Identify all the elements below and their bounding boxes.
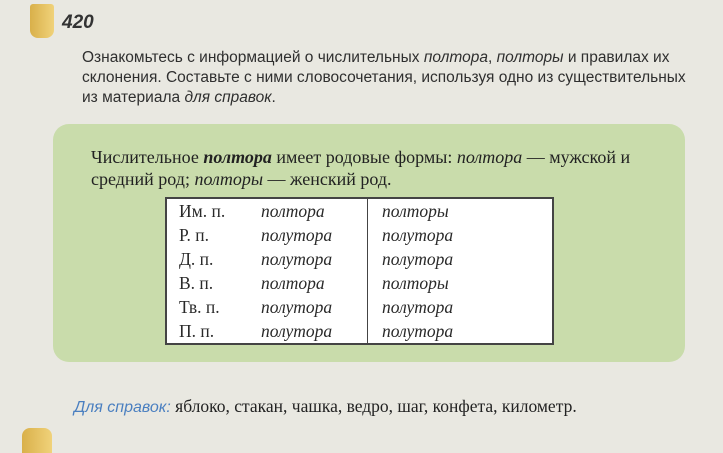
form-masc-cell: полутора <box>251 223 368 247</box>
form-masc-cell: полутора <box>251 247 368 271</box>
bookmark-ribbon-icon <box>30 4 54 38</box>
rule-panel <box>53 124 685 362</box>
table-row <box>166 271 553 295</box>
form-masc-cell: полутора <box>251 295 368 319</box>
reference-line <box>74 396 577 417</box>
declension-table <box>165 197 554 345</box>
case-cell: Д. п. <box>179 249 214 269</box>
task-word: полторы <box>496 49 564 66</box>
form-fem-cell: полутора <box>382 297 454 317</box>
rule-form: полторы <box>194 169 264 189</box>
reference-words: яблоко, стакан, чашка, ведро, шаг, конфета, километр. <box>170 396 577 416</box>
case-cell: П. п. <box>179 321 215 341</box>
task-part: , <box>487 49 497 66</box>
task-word: полтора <box>423 49 488 66</box>
form-masc-cell: полутора <box>251 319 368 344</box>
form-fem-cell: полутора <box>382 249 454 269</box>
case-cell: Тв. п. <box>179 297 220 317</box>
case-cell: Им. п. <box>179 201 226 221</box>
bookmark-ribbon-icon <box>22 428 52 453</box>
rule-part: — мужской и средний род; <box>91 147 631 189</box>
form-fem-cell: полторы <box>382 201 449 221</box>
rule-part: Числительное <box>91 147 204 167</box>
task-text <box>82 48 692 108</box>
table-row <box>166 247 553 271</box>
task-part: и правилах их склонения. Составьте с ними словосочетания, используя одно из существительных из материала <box>82 49 686 106</box>
task-part: . <box>271 89 276 106</box>
case-cell: Р. п. <box>179 225 210 245</box>
form-fem-cell: полутора <box>382 225 454 245</box>
form-masc-cell: полтора <box>251 271 368 295</box>
reference-label: Для справок: <box>74 399 171 416</box>
case-cell: В. п. <box>179 273 214 293</box>
form-fem-cell: полутора <box>382 321 454 341</box>
exercise-number: 420 <box>62 12 94 33</box>
table-row <box>166 223 553 247</box>
rule-part: — женский род. <box>263 169 392 189</box>
rule-part: имеет родовые формы: <box>271 147 457 167</box>
form-fem-cell: полторы <box>382 273 449 293</box>
table-row <box>166 295 553 319</box>
table-row <box>166 319 553 344</box>
rule-main-word: полтора <box>203 147 272 167</box>
table-row <box>166 198 553 223</box>
task-part: Ознакомьтесь с информацией о числительных <box>82 49 424 66</box>
form-masc-cell: полтора <box>251 198 368 223</box>
task-ref-phrase: для справок <box>184 89 272 106</box>
rule-text <box>91 146 676 190</box>
rule-form: полтора <box>456 147 523 167</box>
